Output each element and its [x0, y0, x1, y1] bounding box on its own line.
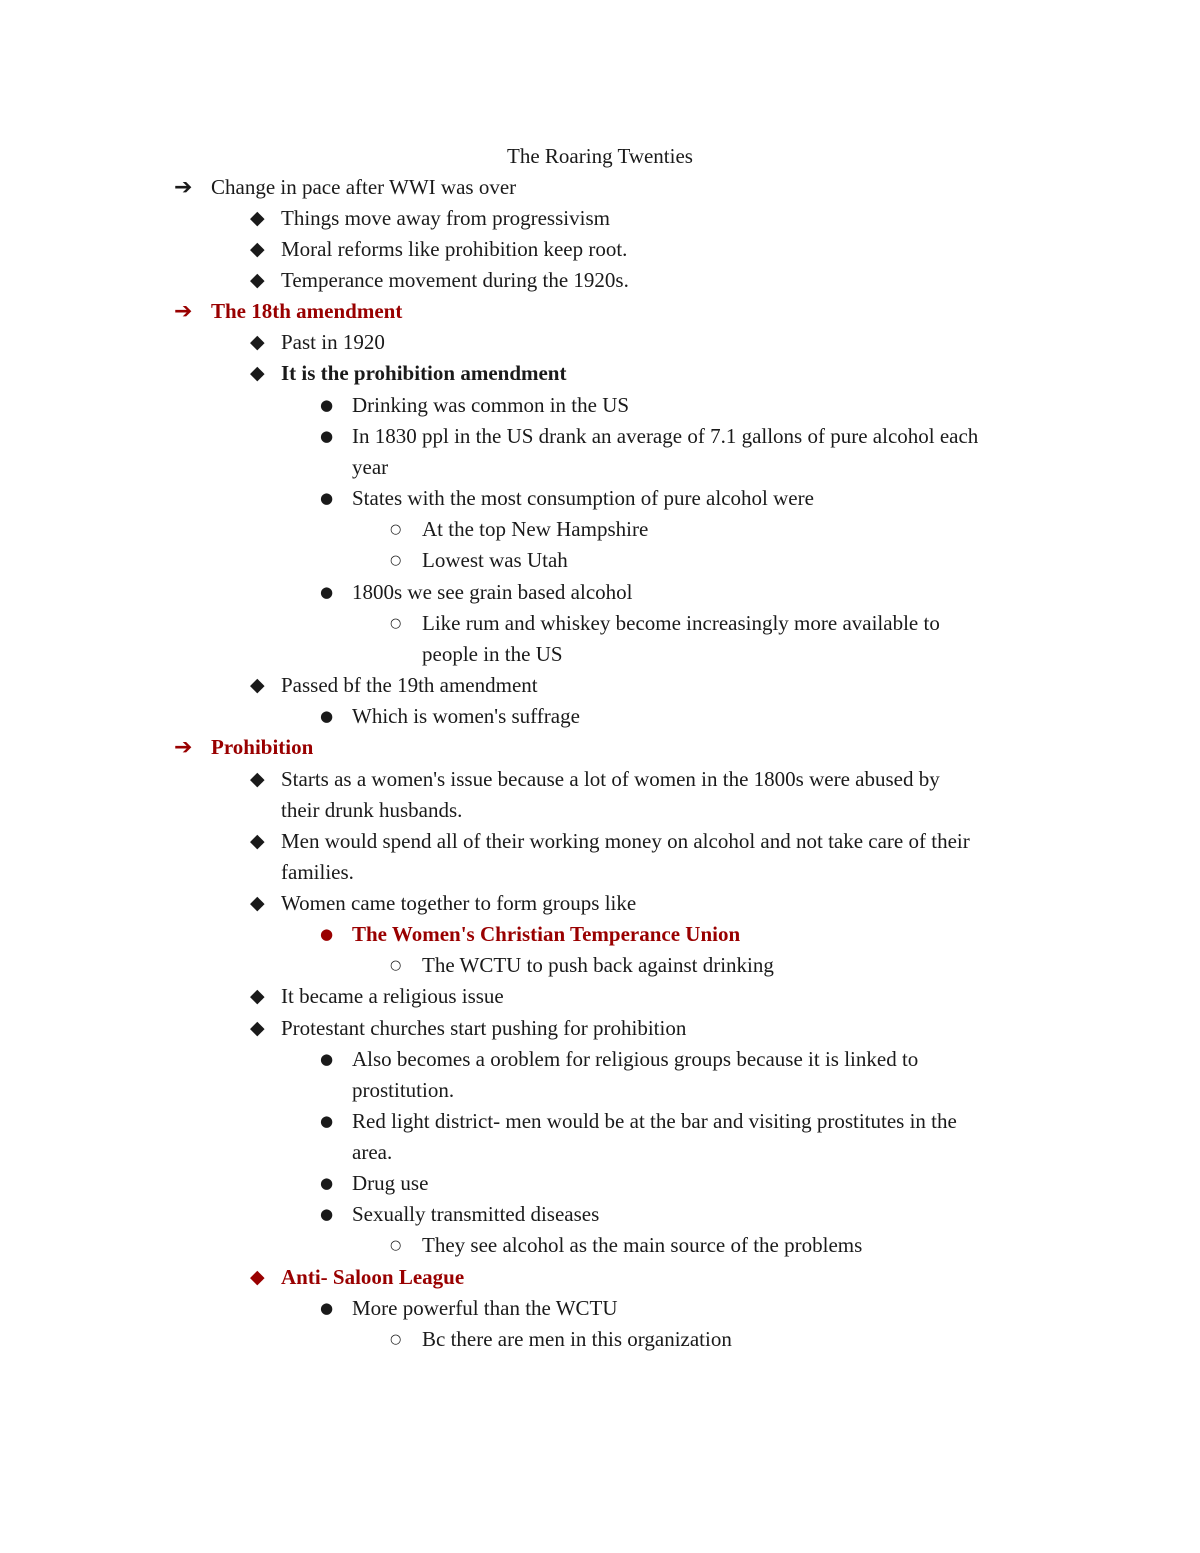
list-item-continuation: prostitution.	[352, 1078, 455, 1102]
diamond-bullet-icon: ◆	[250, 830, 265, 852]
list-item: Sexually transmitted diseases	[352, 1202, 600, 1226]
dot-bullet-icon: ●	[320, 396, 334, 414]
list-item: States with the most consumption of pure alcohol were	[352, 486, 814, 510]
list-item: It is the prohibition amendment	[281, 361, 567, 385]
list-item: 1800s we see grain based alcohol	[352, 580, 633, 604]
list-item: Past in 1920	[281, 330, 385, 354]
diamond-bullet-icon: ◆	[250, 207, 265, 229]
list-item-continuation: area.	[352, 1140, 393, 1164]
arrow-bullet-icon: ➔	[174, 175, 193, 200]
section-heading-change-in-pace: Change in pace after WWI was over	[211, 175, 517, 199]
diamond-bullet-icon: ◆	[250, 768, 265, 790]
circle-bullet-icon: ○	[390, 1238, 402, 1253]
arrow-bullet-icon: ➔	[174, 299, 193, 324]
section-heading-prohibition: Prohibition	[211, 735, 314, 759]
list-item: They see alcohol as the main source of the problems	[422, 1233, 863, 1257]
dot-bullet-icon: ●	[320, 1112, 334, 1130]
list-item-continuation: year	[352, 455, 389, 479]
list-item: In 1830 ppl in the US drank an average of 7.1 gallons of pure alcohol each	[352, 424, 979, 448]
list-item: Women came together to form groups like	[281, 891, 637, 915]
list-item: Protestant churches start pushing for prohibition	[281, 1016, 687, 1040]
diamond-bullet-icon: ◆	[250, 362, 265, 384]
list-item-continuation: their drunk husbands.	[281, 798, 463, 822]
list-item: Like rum and whiskey become increasingly more available to	[422, 611, 940, 635]
list-item: Passed bf the 19th amendment	[281, 673, 538, 697]
list-item: It became a religious issue	[281, 984, 504, 1008]
circle-bullet-icon: ○	[390, 553, 402, 568]
dot-bullet-icon: ●	[320, 707, 334, 725]
diamond-bullet-icon: ◆	[250, 1266, 265, 1288]
diamond-bullet-icon: ◆	[250, 269, 265, 291]
list-item: Lowest was Utah	[422, 548, 568, 572]
list-item: Drinking was common in the US	[352, 393, 630, 417]
diamond-bullet-icon: ◆	[250, 892, 265, 914]
dot-bullet-icon: ●	[320, 427, 334, 445]
dot-bullet-icon: ●	[320, 1205, 334, 1223]
list-item: Drug use	[352, 1171, 429, 1195]
circle-bullet-icon: ○	[390, 958, 402, 973]
dot-bullet-icon: ●	[320, 1299, 334, 1317]
list-item: Men would spend all of their working money on alcohol and not take care of their	[281, 829, 970, 853]
diamond-bullet-icon: ◆	[250, 985, 265, 1007]
list-item-continuation: people in the US	[422, 642, 563, 666]
arrow-bullet-icon: ➔	[174, 735, 193, 760]
dot-bullet-icon: ●	[320, 1174, 334, 1192]
dot-bullet-icon: ●	[320, 489, 334, 507]
page-title: The Roaring Twenties	[507, 144, 693, 168]
circle-bullet-icon: ○	[390, 522, 402, 537]
diamond-bullet-icon: ◆	[250, 674, 265, 696]
list-item: Starts as a women's issue because a lot of women in the 1800s were abused by	[281, 767, 940, 791]
section-heading-18th-amendment: The 18th amendment	[211, 299, 403, 323]
dot-bullet-icon: ●	[320, 925, 334, 943]
list-item: Moral reforms like prohibition keep root.	[281, 237, 628, 261]
dot-bullet-icon: ●	[320, 1050, 334, 1068]
list-item: Things move away from progressivism	[281, 206, 610, 230]
diamond-bullet-icon: ◆	[250, 1017, 265, 1039]
list-item: Bc there are men in this organization	[422, 1327, 732, 1351]
circle-bullet-icon: ○	[390, 616, 402, 631]
list-item: The WCTU to push back against drinking	[422, 953, 774, 977]
list-item: More powerful than the WCTU	[352, 1296, 618, 1320]
list-item-continuation: families.	[281, 860, 354, 884]
list-item: Red light district- men would be at the bar and visiting prostitutes in the	[352, 1109, 957, 1133]
list-item: At the top New Hampshire	[422, 517, 649, 541]
list-item-wctu: The Women's Christian Temperance Union	[352, 922, 741, 946]
list-item: Which is women's suffrage	[352, 704, 580, 728]
circle-bullet-icon: ○	[390, 1332, 402, 1347]
diamond-bullet-icon: ◆	[250, 331, 265, 353]
diamond-bullet-icon: ◆	[250, 238, 265, 260]
list-item-anti-saloon-league: Anti- Saloon League	[281, 1265, 465, 1289]
dot-bullet-icon: ●	[320, 583, 334, 601]
list-item: Also becomes a oroblem for religious groups because it is linked to	[352, 1047, 919, 1071]
list-item: Temperance movement during the 1920s.	[281, 268, 629, 292]
